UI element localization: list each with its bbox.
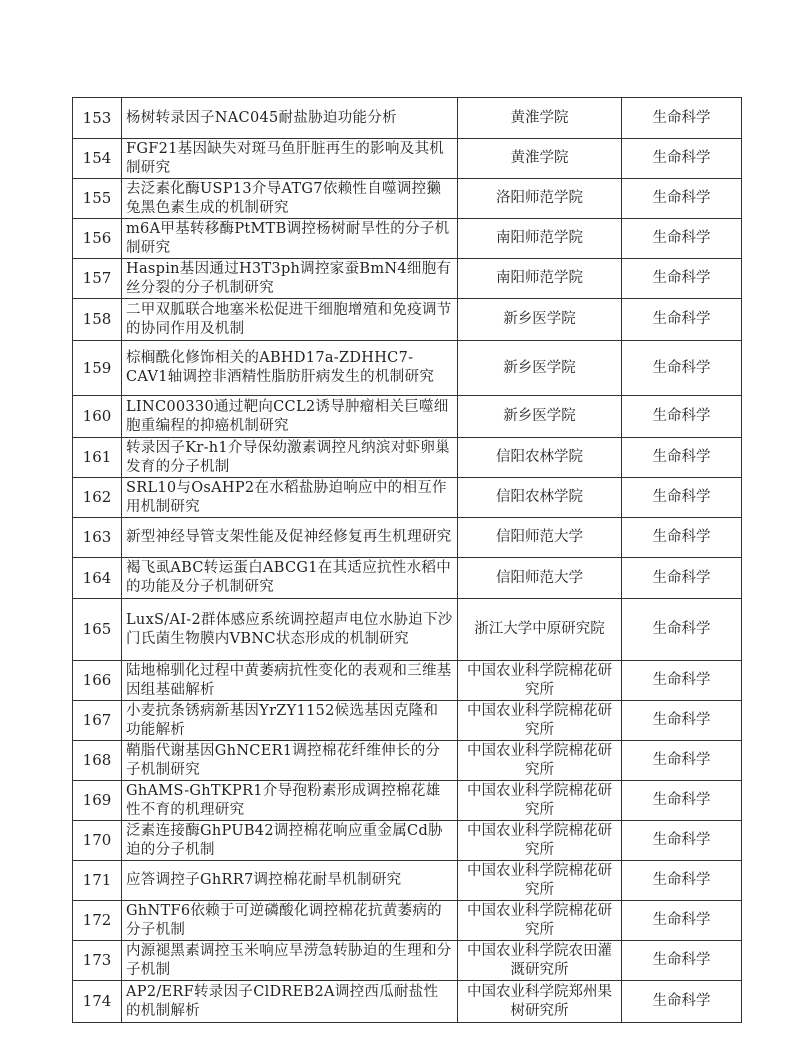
discipline: 生命科学 <box>622 941 742 981</box>
table-row <box>73 259 742 299</box>
discipline: 生命科学 <box>622 981 742 1023</box>
table-row <box>73 396 742 438</box>
project-table <box>72 97 742 1023</box>
project-title: 内源褪黑素调控玉米响应旱涝急转胁迫的生理和分子机制 <box>122 941 458 981</box>
institution: 中国农业科学院棉花研究所 <box>467 782 612 818</box>
discipline: 生命科学 <box>622 179 742 219</box>
institution: 新乡医学院 <box>503 359 576 376</box>
institution: 中国农业科学院棉花研究所 <box>467 662 612 698</box>
institution: 浙江大学中原研究院 <box>474 621 605 637</box>
discipline: 生命科学 <box>622 478 742 518</box>
row-number: 172 <box>73 901 122 941</box>
table-row <box>73 661 742 701</box>
institution: 新乡医学院 <box>503 311 576 327</box>
project-title: 陆地棉驯化过程中黄萎病抗性变化的表观和三维基因组基础解析 <box>122 661 458 701</box>
table-row <box>73 941 742 981</box>
institution-cell <box>458 259 622 299</box>
row-number: 160 <box>73 396 122 438</box>
project-title: 棕榈酰化修饰相关的ABHD17a-ZDHHC7-CAV1轴调控非酒精性脂肪肝病发生的机制研究 <box>122 341 458 396</box>
institution-cell <box>458 98 622 139</box>
project-title: GhNTF6依赖于可逆磷酸化调控棉花抗黄萎病的分子机制 <box>122 901 458 941</box>
institution: 信阳农林学院 <box>496 449 583 465</box>
institution-cell <box>458 478 622 518</box>
institution-cell <box>458 299 622 341</box>
row-number: 158 <box>73 299 122 341</box>
table-row <box>73 219 742 259</box>
table-row <box>73 139 742 179</box>
institution-cell <box>458 701 622 741</box>
project-title: 应答调控子GhRR7调控棉花耐旱机制研究 <box>122 861 458 901</box>
project-title: m6A甲基转移酶PtMTB调控杨树耐旱性的分子机制研究 <box>122 219 458 259</box>
table-row <box>73 179 742 219</box>
project-title: GhAMS-GhTKPR1介导孢粉素形成调控棉花雄性不育的机理研究 <box>122 781 458 821</box>
institution-cell <box>458 139 622 179</box>
institution: 中国农业科学院棉花研究所 <box>467 742 612 778</box>
discipline: 生命科学 <box>622 558 742 599</box>
institution: 信阳师范大学 <box>496 569 583 586</box>
institution-cell <box>458 341 622 396</box>
institution: 中国农业科学院农田灌溉研究所 <box>467 942 612 978</box>
institution-cell <box>458 179 622 219</box>
discipline: 生命科学 <box>622 861 742 901</box>
discipline: 生命科学 <box>622 701 742 741</box>
table-row <box>73 821 742 861</box>
project-title: 杨树转录因子NAC045耐盐胁迫功能分析 <box>122 98 458 139</box>
table-row <box>73 341 742 396</box>
institution-cell <box>458 518 622 558</box>
institution: 信阳师范大学 <box>496 529 583 545</box>
institution: 信阳农林学院 <box>496 489 583 505</box>
table-row <box>73 981 742 1023</box>
table-row <box>73 599 742 661</box>
table-row <box>73 701 742 741</box>
discipline: 生命科学 <box>622 259 742 299</box>
table-row <box>73 518 742 558</box>
row-number: 165 <box>73 599 122 661</box>
institution-cell <box>458 941 622 981</box>
project-title: AP2/ERF转录因子ClDREB2A调控西瓜耐盐性的机制解析 <box>122 981 458 1023</box>
institution-cell <box>458 821 622 861</box>
row-number: 163 <box>73 518 122 558</box>
institution-cell <box>458 219 622 259</box>
project-title: 小麦抗条锈病新基因YrZY1152候选基因克隆和功能解析 <box>122 701 458 741</box>
institution-cell <box>458 558 622 599</box>
row-number: 171 <box>73 861 122 901</box>
project-title: LuxS/AI-2群体感应系统调控超声电位水胁迫下沙门氏菌生物膜内VBNC状态形成的机制研究 <box>122 599 458 661</box>
project-title: 泛素连接酶GhPUB42调控棉花响应重金属Cd胁迫的分子机制 <box>122 821 458 861</box>
row-number: 159 <box>73 341 122 396</box>
table-row <box>73 558 742 599</box>
table-row <box>73 438 742 478</box>
institution: 南阳师范学院 <box>496 270 583 286</box>
project-title: SRL10与OsAHP2在水稻盐胁迫响应中的相互作用机制研究 <box>122 478 458 518</box>
institution-cell <box>458 438 622 478</box>
row-number: 153 <box>73 98 122 139</box>
project-title: 鞘脂代谢基因GhNCER1调控棉花纤维伸长的分子机制研究 <box>122 741 458 781</box>
project-title: 二甲双胍联合地塞米松促进干细胞增殖和免疫调节的协同作用及机制 <box>122 299 458 341</box>
discipline: 生命科学 <box>622 98 742 139</box>
discipline: 生命科学 <box>622 219 742 259</box>
row-number: 161 <box>73 438 122 478</box>
project-title: LINC00330通过靶向CCL2诱导肿瘤相关巨噬细胞重编程的抑癌机制研究 <box>122 396 458 438</box>
row-number: 156 <box>73 219 122 259</box>
table-row <box>73 781 742 821</box>
table-row <box>73 741 742 781</box>
project-title: 转录因子Kr-h1介导保幼激素调控凡纳滨对虾卵巢发育的分子机制 <box>122 438 458 478</box>
project-title: 新型神经导管支架性能及促神经修复再生机理研究 <box>122 518 458 558</box>
table-row <box>73 478 742 518</box>
row-number: 162 <box>73 478 122 518</box>
institution: 中国农业科学院棉花研究所 <box>467 862 612 898</box>
institution: 中国农业科学院郑州果树研究所 <box>467 983 612 1019</box>
discipline: 生命科学 <box>622 741 742 781</box>
row-number: 166 <box>73 661 122 701</box>
table-row <box>73 901 742 941</box>
institution: 中国农业科学院棉花研究所 <box>467 822 612 858</box>
row-number: 169 <box>73 781 122 821</box>
institution: 中国农业科学院棉花研究所 <box>467 702 612 738</box>
project-title: FGF21基因缺失对斑马鱼肝脏再生的影响及其机制研究 <box>122 139 458 179</box>
discipline: 生命科学 <box>622 396 742 438</box>
discipline: 生命科学 <box>622 139 742 179</box>
project-title: 去泛素化酶USP13介导ATG7依赖性自噬调控獭兔黑色素生成的机制研究 <box>122 179 458 219</box>
institution: 黄淮学院 <box>510 150 569 166</box>
institution: 洛阳师范学院 <box>496 190 583 206</box>
row-number: 154 <box>73 139 122 179</box>
institution-cell <box>458 981 622 1023</box>
discipline: 生命科学 <box>622 781 742 821</box>
institution: 南阳师范学院 <box>496 230 583 246</box>
discipline: 生命科学 <box>622 438 742 478</box>
institution: 新乡医学院 <box>503 408 576 424</box>
institution-cell <box>458 781 622 821</box>
project-table-body <box>73 98 742 1023</box>
discipline: 生命科学 <box>622 821 742 861</box>
institution: 黄淮学院 <box>510 109 569 126</box>
table-row <box>73 98 742 139</box>
discipline: 生命科学 <box>622 599 742 661</box>
discipline: 生命科学 <box>622 901 742 941</box>
discipline: 生命科学 <box>622 518 742 558</box>
row-number: 173 <box>73 941 122 981</box>
row-number: 170 <box>73 821 122 861</box>
discipline: 生命科学 <box>622 661 742 701</box>
row-number: 164 <box>73 558 122 599</box>
project-title: Haspin基因通过H3T3ph调控家蚕BmN4细胞有丝分裂的分子机制研究 <box>122 259 458 299</box>
table-row <box>73 299 742 341</box>
row-number: 157 <box>73 259 122 299</box>
row-number: 155 <box>73 179 122 219</box>
institution-cell <box>458 901 622 941</box>
institution-cell <box>458 861 622 901</box>
table-row <box>73 861 742 901</box>
row-number: 168 <box>73 741 122 781</box>
row-number: 167 <box>73 701 122 741</box>
project-title: 褐飞虱ABC转运蛋白ABCG1在其适应抗性水稻中的功能及分子机制研究 <box>122 558 458 599</box>
discipline: 生命科学 <box>622 299 742 341</box>
institution: 中国农业科学院棉花研究所 <box>467 902 612 938</box>
discipline: 生命科学 <box>622 341 742 396</box>
institution-cell <box>458 661 622 701</box>
institution-cell <box>458 396 622 438</box>
institution-cell <box>458 741 622 781</box>
institution-cell <box>458 599 622 661</box>
row-number: 174 <box>73 981 122 1023</box>
